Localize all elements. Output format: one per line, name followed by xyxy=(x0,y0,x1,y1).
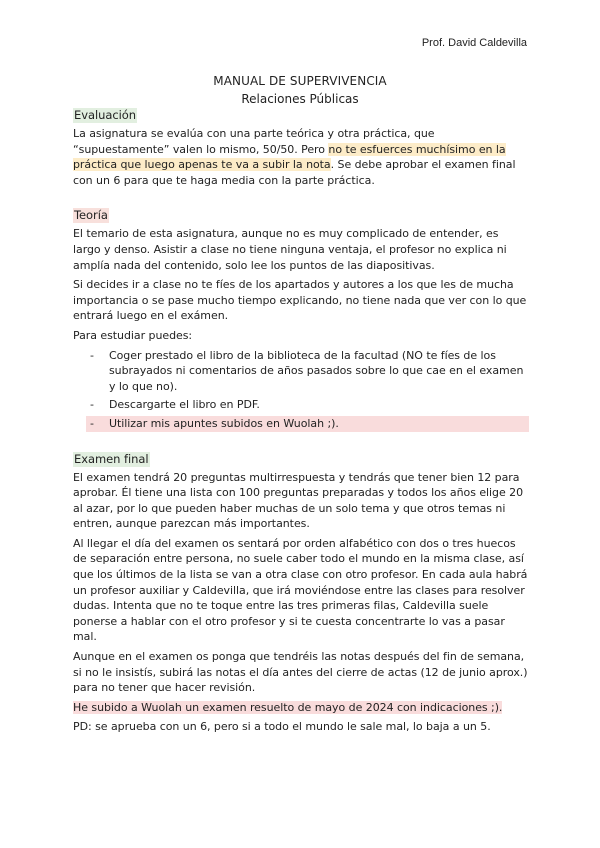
list-item xyxy=(73,348,529,395)
dash-bullet: - xyxy=(90,416,94,430)
section-evaluacion xyxy=(73,108,529,188)
list-item-text: Utilizar mis apuntes subidos en Wuolah ;). xyxy=(109,416,339,430)
evaluacion-text-a: La asignatura se evalúa con una parte teórica y otra práctica, que “supuestamente” valen lo mismo, 50/50. Pero xyxy=(73,127,435,156)
examen-paragraph-5: PD: se aprueba con un 6, pero si a todo el mundo le sale mal, lo baja a un 5. xyxy=(73,720,491,734)
heading-teoria: Teoría xyxy=(74,208,108,223)
teoria-paragraph-2: Si decides ir a clase no te fíes de los apartados y autores a los que les de mucha importancia o se pase mucho tiempo explicando, no tiene nada que ver con lo que entrará luego en el exámen. xyxy=(73,278,527,323)
author-name: Prof. David Caldevilla xyxy=(421,37,527,49)
dash-bullet: - xyxy=(90,348,94,362)
heading-examen-final: Examen final xyxy=(74,451,149,466)
document-body xyxy=(73,108,529,739)
document-subtitle: Relaciones Públicas xyxy=(241,92,359,106)
list-item-highlighted xyxy=(86,416,529,432)
section-teoria xyxy=(73,208,529,431)
examen-paragraph-3: Aunque en el examen os ponga que tendréis las notas después del fin de semana, si no le insistís, subirá las notas el día antes del cierre de actas (12 de junio aprox.) para no tener que hacer revisión. xyxy=(73,650,528,695)
section-examen xyxy=(73,452,529,736)
examen-paragraph-4 xyxy=(73,700,529,716)
dash-bullet: - xyxy=(90,398,94,412)
examen-paragraph-1: El examen tendrá 20 preguntas multirrespuesta y tendrás que tener bien 12 para aprobar. Él tiene una lista con 100 preguntas preparadas y todos los años elige 20 al azar, por lo que pueden haber muchas de un solo tema y que otros temas ni entren, aunque parezcan más importantes. xyxy=(73,470,524,531)
examen-highlight: He subido a Wuolah un examen resuelto de mayo de 2024 con indicaciones ;). xyxy=(73,700,503,714)
list-item xyxy=(73,397,529,413)
list-item-text: Coger prestado el libro de la biblioteca de la facultad (NO te fíes de los subrayados ni comentarios de años pasados sobre lo que cae en el examen y lo que no). xyxy=(109,348,524,393)
title-block xyxy=(0,72,600,108)
teoria-paragraph-1: El temario de esta asignatura, aunque no es muy complicado de entender, es largo y denso. Asistir a clase no tiene ninguna ventaja, el profesor no explica ni amplía nada del contenido, solo lee los puntos de las diapositivas. xyxy=(73,227,507,272)
examen-paragraph-2: Al llegar el día del examen os sentará por orden alfabético con dos o tres huecos de separación entre persona, no suele caber todo el mundo en la misma clase, así que los últimos de la lista se van a otra clase con otro profesor. En cada aula habrá un profesor auxiliar y Caldevilla, que irá moviéndose entre las clases para resolver dudas. Intenta que no te toque entre las tres primeras filas, Caldevilla suele ponerse a hablar con el otro profesor y si te cuesta concentrarte lo vas a pasar mal. xyxy=(73,536,528,644)
study-options-list xyxy=(73,348,529,432)
list-item-text: Descargarte el libro en PDF. xyxy=(109,398,260,412)
evaluacion-text-b: . Se debe aprobar el examen final con un 6 para que te haga media con la parte práctica. xyxy=(73,158,516,187)
heading-evaluacion: Evaluación xyxy=(74,108,136,122)
document-title: MANUAL DE SUPERVIVENCIA xyxy=(213,74,387,88)
teoria-paragraph-3: Para estudiar puedes: xyxy=(73,328,193,342)
evaluacion-highlight: no te esfuerces muchísimo en la práctica que luego apenas te va a subir la nota xyxy=(73,142,506,172)
evaluacion-paragraph xyxy=(73,126,529,188)
